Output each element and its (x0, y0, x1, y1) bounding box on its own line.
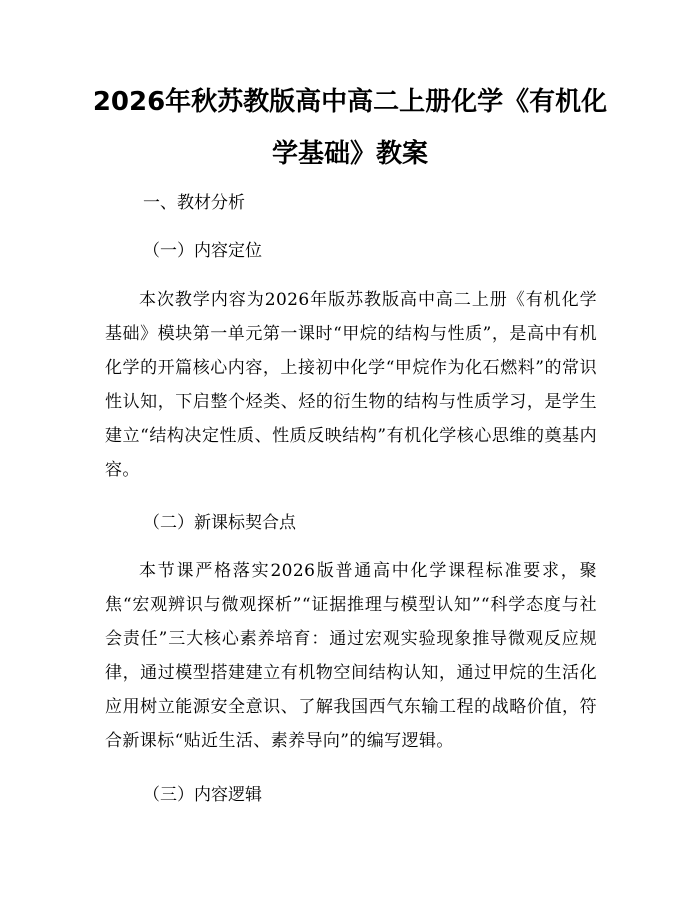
subsection-heading-content-positioning: （一）内容定位 (143, 241, 262, 261)
paragraph-curriculum-alignment: 本节课严格落实2026版普通高中化学课程标准要求，聚焦“宏观辨识与微观探析”“证据推理与模型认知”“科学态度与社会责任”三大核心素养培育：通过宏观实验现象推导微观反应规律，通过模型搭建建立有机物空间结构认知，通过甲烷的生活化应用树立能源安全意识、了解我国西气东输工程的战略价值，符合新课标“贴近生活、素养导向”的编写逻辑。 (105, 561, 597, 751)
document-title: 2026年秋苏教版高中高二上册化学《有机化学基础》教案 (92, 87, 608, 169)
section-heading-textbook-analysis: 一、教材分析 (143, 193, 245, 213)
paragraph-content-positioning: 本次教学内容为2026年版苏教版高中高二上册《有机化学基础》模块第一单元第一课时“甲烷的结构与性质”，是高中有机化学的开篇核心内容，上接初中化学“甲烷作为化石燃料”的常识性认知，下启整个烃类、烃的衍生物的结构与性质学习，是学生建立“结构决定性质、性质反映结构”有机化学核心思维的奠基内容。 (105, 290, 597, 480)
subsection-heading-curriculum-alignment: （二）新课标契合点 (143, 513, 296, 533)
subsection-heading-content-logic: （三）内容逻辑 (143, 785, 262, 805)
